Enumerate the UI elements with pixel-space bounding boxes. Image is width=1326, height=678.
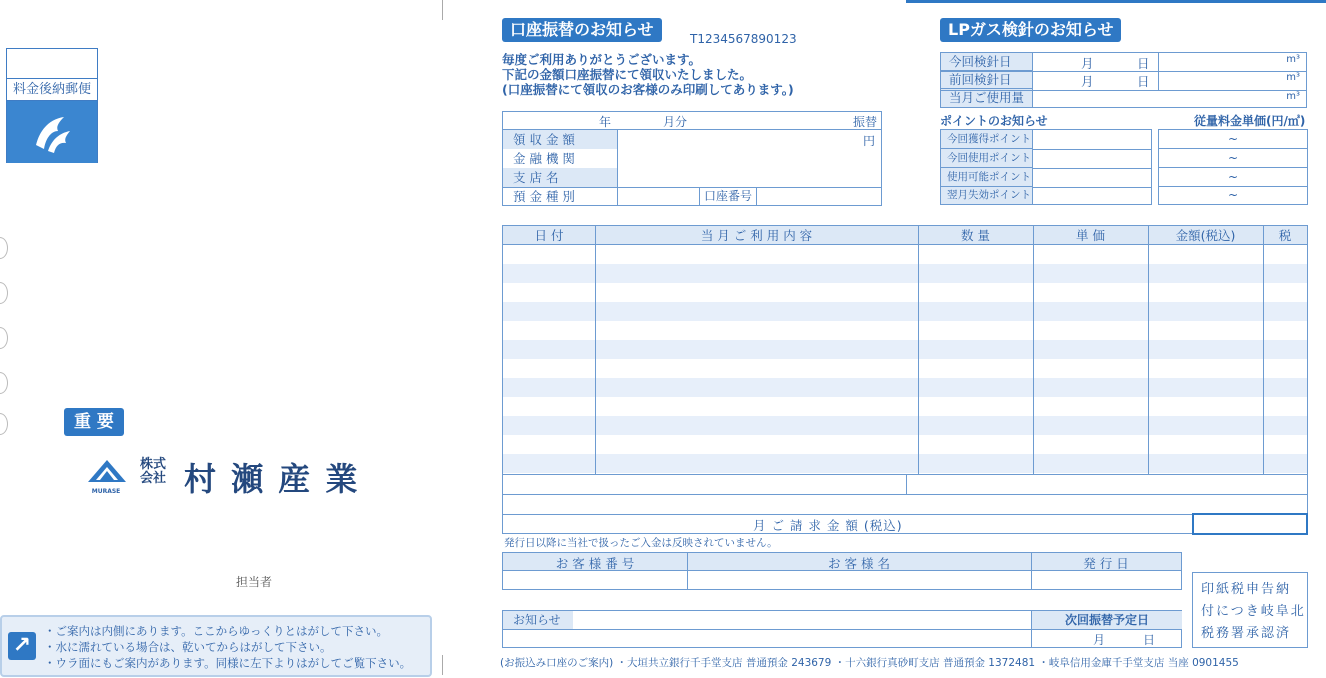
points-header: ポイントのお知らせ xyxy=(940,114,1048,128)
price-range-3: ~ xyxy=(1159,168,1307,187)
label-usage: 当月ご使用量 xyxy=(941,89,1032,107)
notice-line-3: ・ウラ面にもご案内があります。同様に左下よりはがしてご覧下さい。 xyxy=(44,656,412,670)
price-range-2: ~ xyxy=(1159,149,1307,168)
fold-line xyxy=(442,0,443,20)
reading-month-1: 月 xyxy=(1081,56,1094,71)
unit-1: m³ xyxy=(1286,54,1300,65)
yen-label: 円 xyxy=(862,134,875,148)
total-row xyxy=(502,514,1308,534)
top-edge-band xyxy=(906,0,1326,3)
usage-header-row xyxy=(503,226,1307,245)
notice-line-2: ・水に濡れている場合は、乾いてからはがして下さい。 xyxy=(44,640,332,654)
label-amount: 領 収 金 額 xyxy=(503,130,617,149)
transfer-header-row xyxy=(503,112,881,130)
important-badge: 重 要 xyxy=(64,408,124,436)
intro-line-1: 毎度ご利用ありがとうございます。 xyxy=(502,52,702,67)
point-used: 今回使用ポイント xyxy=(941,149,1032,168)
transfer-title: 口座振替のお知らせ xyxy=(502,18,662,42)
label-last-reading: 前回検針日 xyxy=(941,71,1032,89)
reading-day-1: 日 xyxy=(1137,56,1150,71)
bank-info: (お振込み口座のご案内) ・大垣共立銀行千手堂支店 普通預金 243679 ・十六銀行真砂町支店 普通預金 1372481 ・岐阜信用金庫千手堂支店 当座 0901455 xyxy=(500,657,1239,669)
customer-name-label: お 客 様 名 xyxy=(828,556,890,571)
price-range-1: ~ xyxy=(1159,130,1307,149)
notice-label: お知らせ xyxy=(503,611,573,629)
col-content: 当 月 ご 利 用 内 容 xyxy=(700,228,813,243)
next-month: 月 xyxy=(1093,633,1106,647)
postal-mark-box xyxy=(6,48,98,163)
unit-2: m³ xyxy=(1286,72,1300,83)
postal-label: 料金後納郵便 xyxy=(7,79,97,101)
total-label: 月 ご 請 求 金 額 (税込) xyxy=(753,518,903,533)
unit-3: m³ xyxy=(1286,91,1300,102)
fold-line xyxy=(442,655,443,675)
tax-stamp xyxy=(1192,572,1308,648)
next-date-label: 次回振替予定日 xyxy=(1032,611,1182,629)
label-this-reading: 今回検針日 xyxy=(941,53,1032,71)
notice-table xyxy=(502,610,1182,648)
gas-reading-table xyxy=(940,52,1307,108)
point-earned: 今回獲得ポイント xyxy=(941,130,1032,149)
year-label: 年 xyxy=(599,115,612,129)
payment-note: 発行日以降に当社で扱ったご入金は反映されていません。 xyxy=(504,537,778,549)
col-quantity: 数 量 xyxy=(961,228,990,243)
transfer-intro xyxy=(502,52,794,97)
customer-table xyxy=(502,552,1182,590)
registration-number: T1234567890123 xyxy=(690,32,797,46)
col-unit-price: 単 価 xyxy=(1076,228,1105,243)
col-date: 日 付 xyxy=(534,228,564,243)
logo-text: MURASE xyxy=(91,488,121,495)
points-table xyxy=(940,129,1152,205)
furikae-label: 振替 xyxy=(852,115,877,129)
company-logo xyxy=(86,458,126,495)
total-amount-box xyxy=(1192,513,1308,535)
issue-date-label: 発 行 日 xyxy=(1083,556,1129,571)
price-range-4: ~ xyxy=(1227,188,1239,202)
gas-title: LPガス検針のお知らせ xyxy=(940,18,1121,42)
peel-notice-text xyxy=(44,623,411,671)
col-tax: 税 xyxy=(1278,228,1292,243)
unit-price-table xyxy=(1158,129,1308,205)
company-name: 村 瀬 産 業 xyxy=(184,460,360,498)
label-branch: 支 店 名 xyxy=(503,168,617,187)
account-number-label: 口座番号 xyxy=(699,187,757,206)
intro-line-3: (口座振替にて領収のお客様のみ印刷してあります。) xyxy=(502,82,794,97)
stamp-line-3: 税務署承認済 xyxy=(1201,626,1292,641)
customer-number-label: お 客 様 番 号 xyxy=(555,556,635,571)
stamp-line-1: 印紙税申告納 xyxy=(1201,582,1292,597)
month-label: 月分 xyxy=(663,115,688,129)
point-available: 使用可能ポイント xyxy=(941,168,1032,187)
label-bank: 金 融 機 関 xyxy=(513,151,575,166)
reading-month-2: 月 xyxy=(1081,74,1094,89)
next-day: 日 xyxy=(1143,633,1156,647)
unit-price-header: 従量料金単価(円/㎥) xyxy=(1194,114,1306,128)
notice-line-1: ・ご案内は内側にあります。ここからゆっくりとはがして下さい。 xyxy=(44,624,388,638)
company-type: 株式 会社 xyxy=(140,457,167,486)
point-expiring: 翌月失効ポイント xyxy=(941,187,1032,204)
usage-subtotal-rows xyxy=(502,475,1308,515)
usage-table xyxy=(502,225,1308,475)
transfer-table xyxy=(502,111,882,206)
stamp-line-2: 付につき岐阜北 xyxy=(1201,604,1306,619)
dolphin-icon xyxy=(7,101,97,163)
usage-body xyxy=(503,245,1307,474)
reading-day-2: 日 xyxy=(1137,74,1150,89)
peel-notice xyxy=(0,615,432,677)
staff-label: 担当者 xyxy=(236,575,273,589)
intro-line-2: 下記の金額口座振替にて領収いたしました。 xyxy=(502,67,753,82)
label-deposit-type: 預 金 種 別 xyxy=(513,189,575,204)
arrow-icon: ↗ xyxy=(8,632,36,660)
col-amount: 金額(税込) xyxy=(1175,228,1236,243)
